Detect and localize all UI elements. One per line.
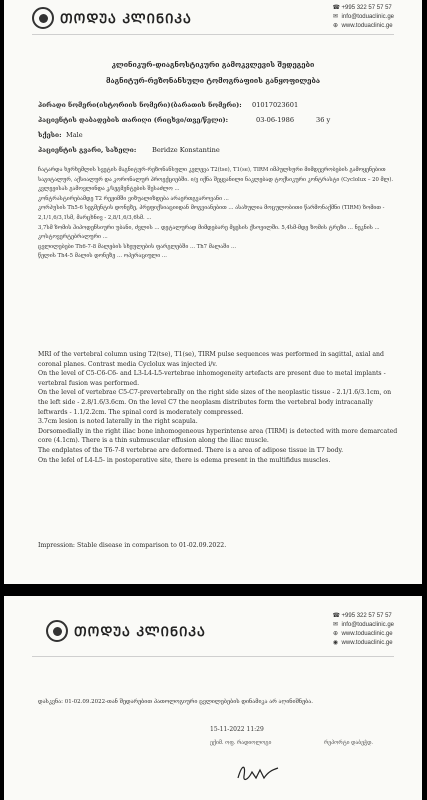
report-page-1 — [4, 0, 422, 584]
reporter-title: რეპორტი დაბეჭდ. — [324, 740, 374, 746]
history-label: პირადი ნომერი(ისტორიის ნომერი)(ბარათის ნომერი): — [38, 101, 242, 109]
report-date: 15-11-2022 11:29 — [210, 726, 264, 733]
department-title: მაგნიტურ-რეზონანსული ტომოგრაფიის განყოფილება — [105, 76, 321, 85]
en-paragraph: On the lefel of L4-L5- in postoperative site, there is edema present in the multifidus muscles. — [38, 456, 331, 464]
phone-icon: ☎ — [332, 613, 341, 619]
conclusion-text: დასკვნა: 01-02.09.2022-თან შედარებით პათოლოგიური ცვლილებების დინამიკა არ აღინიშნება. — [38, 699, 314, 705]
geo-paragraph: კორპუსის Th5-6 სეგმენტის დონეზე, პრეფიქსიაციიდან მოგვიანებით ... ასახულია მოცულობითი წარმონაქმნი (TIRM) ზომით - 2,1/1,6/3,1სმ, მარცხნივ - 2,8/1,6/3,6სმ. ... — [38, 205, 385, 221]
clinic-header — [4, 0, 422, 32]
en-paragraph: On the level of vertebrae C5-C7-prevertebrally on the right side sizes of the neoplastic tissue - 2.1/1.6/3.1cm, on the left side - 2.8/1.6/3.6cm. On the level C7 the neoplasm distributes form the vertebral body intracanally leftwards - 1.1/2.2cm. The spinal cord is moderately compressed. — [38, 389, 392, 416]
geo-paragraph: წელის Th4-5 მალის დონეზე ... ოპერაციული ... — [38, 253, 167, 260]
doctor-signature — [234, 760, 284, 784]
email-icon: ✉ — [333, 622, 339, 628]
sex-label: სქესი: — [38, 131, 62, 139]
geo-paragraph: ცვლილებები Th6-7-8 მალების სხეულების ფარგლებში ... Th7 მალაში ... — [38, 243, 237, 250]
clinic-logo-icon — [46, 620, 68, 642]
clinic-web: www.toduaclinic.ge — [341, 631, 393, 637]
age-value: 36 y — [316, 116, 331, 124]
en-paragraph: Dorsomedially in the right iliac bone inhomogeneous hyperintense area (TIRM) is detected with more demarcated core (4.1cm). There is a thin submuscular effusion along the iliac muscle. — [38, 427, 398, 445]
clinic-logo-icon — [32, 7, 54, 29]
clinic-email: info@toduaclinic.ge — [341, 14, 394, 20]
en-paragraph: The endplates of the T6-7-8 vertebrae are deformed. There is a area of adipose tissue in T7 body. — [38, 446, 344, 454]
clinic-contact — [333, 612, 394, 648]
clinic-logo-text: ᲗᲝᲓᲣᲐ ᲙᲚᲘᲜᲘᲙᲐ — [74, 625, 206, 640]
impression: Impression: Stable disease in comparison to 01-02.09.2022. — [38, 542, 227, 549]
clinic-phone: +995 322 57 57 57 — [341, 613, 392, 619]
clinic-web: www.toduaclinic.ge — [341, 23, 393, 29]
patient-info — [38, 98, 398, 158]
clinic-header — [4, 610, 422, 656]
birth-value: 03-06-1986 — [256, 116, 295, 124]
doctor-title: ექიმ. ოფ. რადიოლოგი — [210, 740, 272, 746]
location-icon: ◉ — [332, 640, 339, 646]
report-page-2 — [4, 596, 422, 800]
report-title: კლინიკურ-დიაგნოსტიკური გამოკვლევის შედეგები — [111, 60, 315, 69]
phone-icon: ☎ — [332, 5, 341, 11]
clinic-logo-text: ᲗᲝᲓᲣᲐ ᲙᲚᲘᲜᲘᲙᲐ — [60, 12, 192, 27]
findings-georgian — [38, 166, 396, 262]
geo-paragraph: კონტრასტირებამდე T2 რეჟიმში ვიზუალიზდება არაერთგვაროვანი ... — [38, 195, 229, 202]
en-paragraph: On the level of C5-C6-C6- and L3-L4-L5-vertebrae inhomogeneity artefacts are present due to metal implants - vertebral fusion was performed. — [38, 370, 386, 387]
clinic-logo — [32, 7, 192, 29]
history-value: 01017023601 — [252, 101, 299, 109]
email-icon: ✉ — [333, 14, 339, 20]
geo-paragraph: 3,7სმ ზომის ჰიპოდენსიური უბანი, ძვლის ... დეტალურად მიმდებარე მყესის ქსოვილში. 5,4სმ-მდე ზომის ტრეზი ... ნეკნის ... კოსტოვერტებრალური ... — [38, 224, 380, 241]
en-paragraph: MRI of the vertebral column using T2(tse), T1(se), TIRM pulse sequences was performed in sagittal, axial and coronal planes. Contrast media Cyclolux was injected i/v. — [38, 351, 384, 368]
birth-label: პაციენტის დაბადების თარიღი (რიცხვი/თვე/წელი): — [38, 116, 229, 124]
clinic-logo — [46, 620, 206, 642]
header-divider — [32, 656, 394, 657]
web-icon: ⊕ — [333, 631, 339, 637]
header-divider — [32, 34, 394, 35]
sex-value: Male — [66, 131, 83, 139]
name-value: Beridze Konstantine — [152, 146, 220, 154]
en-paragraph: 3.7cm lesion is noted laterally in the right scapula. — [38, 418, 198, 426]
clinic-contact — [333, 4, 394, 31]
name-label: პაციენტის გვარი, სახელი: — [38, 146, 137, 154]
web-icon: ⊕ — [333, 23, 339, 29]
clinic-phone: +995 322 57 57 57 — [341, 5, 392, 11]
clinic-email: info@toduaclinic.ge — [341, 622, 394, 628]
clinic-extra: www.toduaclinic.ge — [341, 640, 393, 646]
findings-english — [38, 350, 398, 465]
geo-paragraph: ჩატარდა ხერხემლის სვეტის მაგნიტურ-რეზონანსული კვლევა T2(tse), T1(se), TIRM იმპულსური მიმდევრობების გამოყენებით საგიტალურ, აქსიალურ და კორონალურ პროექციებში. ი/ვ იქნა შეყვანილი ნაკლებად ტოქსიკური კონტრასტი (Cyclolux – 20 მლ). კვლევისას გამოვლინდა კ/სეგმენტების შესაძლო ... — [38, 167, 394, 193]
